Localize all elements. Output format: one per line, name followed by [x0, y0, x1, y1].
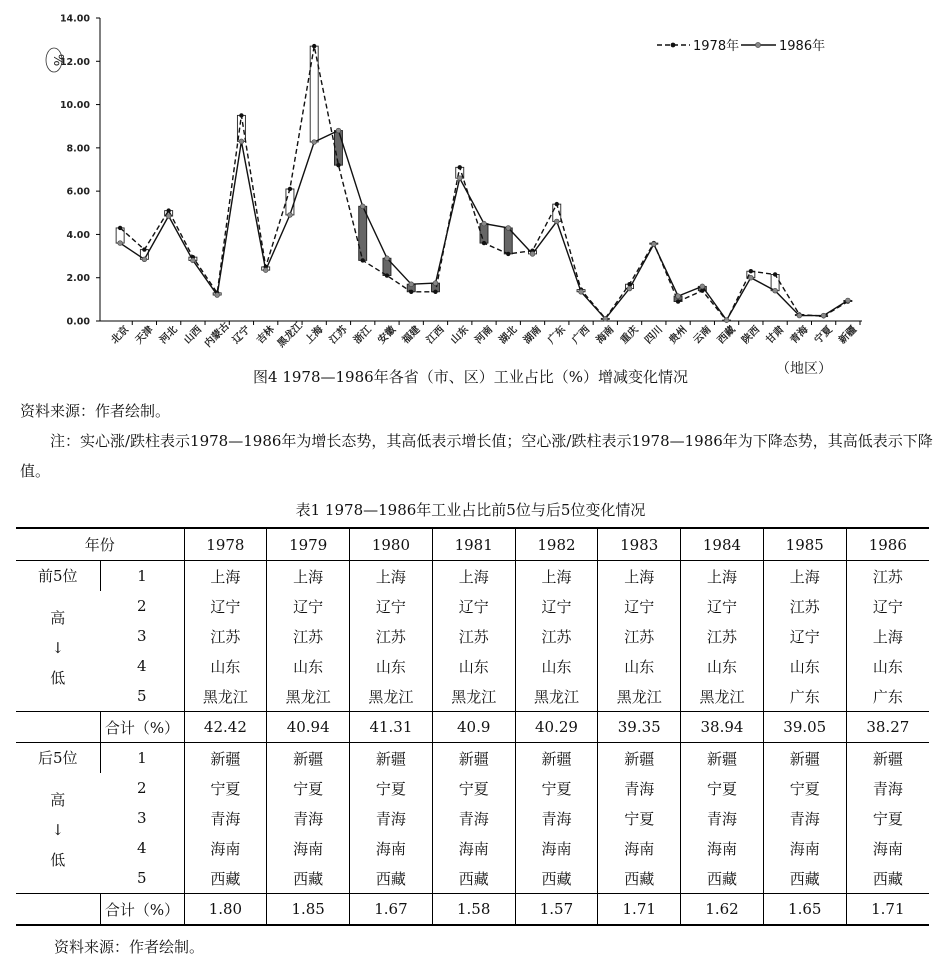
province-cell: 青海 [184, 803, 267, 833]
province-cell: 新疆 [515, 743, 598, 774]
sum-cell: 1.85 [267, 894, 350, 926]
group-label-bottom [16, 743, 100, 894]
province-cell: 黑龙江 [515, 681, 598, 712]
province-cell: 西藏 [763, 863, 846, 894]
x-tick-label: 河南 [473, 324, 496, 347]
point-1986 [724, 318, 729, 323]
province-cell: 辽宁 [184, 591, 267, 621]
point-1986 [700, 284, 705, 289]
province-cell: 上海 [267, 561, 350, 592]
table-row [16, 681, 929, 712]
x-tick-label: 江苏 [327, 324, 350, 347]
province-cell: 宁夏 [846, 803, 929, 833]
point-1986 [433, 281, 438, 286]
province-cell: 新疆 [267, 743, 350, 774]
province-cell: 广东 [846, 681, 929, 712]
point-1986 [797, 313, 802, 318]
sum-row [16, 712, 929, 743]
province-cell: 江苏 [763, 591, 846, 621]
y-tick-label: 10.00 [59, 100, 90, 112]
province-cell: 新疆 [432, 743, 515, 774]
province-cell: 西藏 [515, 863, 598, 894]
table-row [16, 621, 929, 651]
x-tick-label: 陕西 [740, 324, 763, 347]
figure-note: 注：实心涨/跌柱表示1978—1986年为增长态势，其高低表示增长值；空心涨/跌柱表示1978—1986年为下降态势，其高低表示下降值。 [20, 432, 933, 480]
province-cell: 山东 [350, 651, 433, 681]
table-row [16, 863, 929, 894]
province-cell: 辽宁 [598, 591, 681, 621]
sum-cell: 40.29 [515, 712, 598, 743]
legend-marker-1986 [755, 42, 760, 47]
province-cell: 辽宁 [432, 591, 515, 621]
sum-cell: 1.58 [432, 894, 515, 926]
point-1978 [312, 44, 316, 48]
group-arrow: ↓ [51, 821, 65, 839]
change-bar [286, 189, 294, 215]
province-cell: 海南 [432, 833, 515, 863]
province-cell: 青海 [846, 773, 929, 803]
province-cell: 山东 [681, 651, 764, 681]
province-cell: 江苏 [598, 621, 681, 651]
point-1986 [482, 221, 487, 226]
province-cell: 新疆 [763, 743, 846, 774]
year-cell: 1980 [350, 528, 433, 561]
point-1978 [336, 163, 340, 167]
province-cell: 辽宁 [350, 591, 433, 621]
x-tick-label: 四川 [643, 324, 665, 347]
province-cell: 山东 [846, 651, 929, 681]
change-bar [334, 131, 342, 166]
point-1986 [845, 298, 850, 303]
legend-marker-1978 [671, 43, 676, 48]
table-row [16, 833, 929, 863]
x-tick-label: 福建 [400, 324, 423, 347]
point-1986 [166, 214, 171, 219]
point-1986 [409, 282, 414, 287]
rank-cell: 4 [136, 657, 147, 675]
province-cell: 辽宁 [681, 591, 764, 621]
y-tick-label: 14.00 [59, 13, 90, 25]
point-1986 [748, 275, 753, 280]
point-1978 [409, 290, 413, 294]
sum-label: 合计（%） [100, 894, 184, 926]
province-cell: 上海 [184, 561, 267, 592]
point-1986 [239, 139, 244, 144]
province-cell: 辽宁 [763, 621, 846, 651]
sum-cell: 39.35 [598, 712, 681, 743]
province-cell: 西藏 [598, 863, 681, 894]
rank-cell: 2 [136, 779, 147, 797]
region-axis-label: （地区） [776, 361, 832, 377]
province-cell: 山东 [515, 651, 598, 681]
rank-cell: 3 [136, 809, 147, 827]
point-1978 [385, 273, 389, 277]
point-1986 [530, 252, 535, 257]
group-low: 低 [50, 669, 66, 687]
province-cell: 新疆 [846, 743, 929, 774]
x-tick-label: 广西 [570, 324, 593, 347]
x-tick-label: 浙江 [351, 324, 374, 347]
point-1986 [263, 268, 268, 273]
province-cell: 山东 [598, 651, 681, 681]
province-cell: 青海 [681, 803, 764, 833]
province-cell: 山东 [267, 651, 350, 681]
point-1986 [360, 204, 365, 209]
group-high: 高 [50, 609, 66, 627]
province-cell: 山东 [184, 651, 267, 681]
province-cell: 江苏 [184, 621, 267, 651]
sum-row [16, 894, 929, 926]
province-cell: 西藏 [267, 863, 350, 894]
y-tick-label: 12.00 [59, 56, 90, 68]
x-tick-label: 上海 [303, 324, 326, 347]
point-1986 [385, 256, 390, 261]
year-cell: 1978 [184, 528, 267, 561]
province-cell: 海南 [681, 833, 764, 863]
rank-cell: 5 [136, 869, 147, 887]
province-cell: 辽宁 [846, 591, 929, 621]
province-cell: 西藏 [184, 863, 267, 894]
point-1986 [336, 128, 341, 133]
point-1978 [749, 269, 753, 273]
point-1978 [433, 290, 437, 294]
legend-label-1978: 1978年 [693, 39, 740, 54]
sum-cell: 1.62 [681, 894, 764, 926]
y-axis-label: % [50, 53, 65, 67]
table-row [16, 773, 929, 803]
table-source: 资料来源：作者绘制。 [54, 938, 205, 956]
point-1978 [627, 282, 631, 286]
province-cell: 江苏 [681, 621, 764, 651]
point-1986 [191, 258, 196, 263]
sum-cell: 42.42 [184, 712, 267, 743]
table-title: 表1 1978—1986年工业占比前5位与后5位变化情况 [295, 501, 646, 519]
province-cell: 西藏 [350, 863, 433, 894]
table-row [16, 651, 929, 681]
point-1986 [603, 316, 608, 321]
province-cell: 宁夏 [681, 773, 764, 803]
x-tick-label: 湖北 [497, 324, 520, 347]
point-1978 [288, 187, 292, 191]
province-cell: 西藏 [846, 863, 929, 894]
province-cell: 江苏 [432, 621, 515, 651]
sum-cell: 1.80 [184, 894, 267, 926]
group-title: 前5位 [37, 567, 78, 585]
table-row [16, 743, 929, 774]
sum-cell: 1.67 [350, 894, 433, 926]
rank-cell: 3 [136, 627, 147, 645]
province-cell: 宁夏 [267, 773, 350, 803]
rank-cell: 1 [100, 743, 184, 774]
x-tick-label: 江西 [424, 324, 447, 347]
group-title: 后5位 [37, 749, 78, 767]
point-1986 [773, 288, 778, 293]
x-tick-label: 吉林 [254, 324, 277, 347]
province-cell: 海南 [515, 833, 598, 863]
y-tick-label: 0.00 [66, 316, 90, 328]
point-1978 [166, 208, 170, 212]
province-cell: 西藏 [681, 863, 764, 894]
figure-source: 资料来源：作者绘制。 [20, 402, 171, 420]
sum-cell: 1.71 [846, 894, 929, 926]
province-cell: 黑龙江 [184, 681, 267, 712]
province-cell: 海南 [350, 833, 433, 863]
x-tick-label: 安徽 [376, 324, 399, 347]
point-1986 [821, 313, 826, 318]
x-tick-label: 天津 [133, 324, 156, 347]
x-tick-label: 新疆 [837, 324, 860, 347]
province-cell: 宁夏 [184, 773, 267, 803]
x-tick-label: 贵州 [667, 324, 690, 347]
point-1978 [482, 241, 486, 245]
point-1978 [118, 226, 122, 230]
y-tick-label: 6.00 [66, 186, 90, 198]
province-cell: 江苏 [267, 621, 350, 651]
group-low: 低 [50, 851, 66, 869]
province-cell: 上海 [515, 561, 598, 592]
x-tick-label: 北京 [109, 324, 132, 347]
sum-cell: 1.65 [763, 894, 846, 926]
year-cell: 1983 [598, 528, 681, 561]
sum-cell: 40.9 [432, 712, 515, 743]
point-1978 [700, 289, 704, 293]
province-cell: 新疆 [598, 743, 681, 774]
table-row [16, 561, 929, 592]
province-cell: 黑龙江 [432, 681, 515, 712]
point-1978 [361, 258, 365, 262]
province-cell: 海南 [184, 833, 267, 863]
province-cell: 宁夏 [515, 773, 598, 803]
province-cell: 青海 [515, 803, 598, 833]
province-cell: 上海 [432, 561, 515, 592]
point-1978 [506, 252, 510, 256]
province-cell: 宁夏 [350, 773, 433, 803]
sum-label: 合计（%） [100, 712, 184, 743]
sum-cell: 38.94 [681, 712, 764, 743]
table-row [16, 591, 929, 621]
point-1978 [555, 202, 559, 206]
figure-caption: 图4 1978—1986年各省（市、区）工业占比（%）增减变化情况 [253, 368, 688, 386]
province-cell: 海南 [763, 833, 846, 863]
x-tick-label: 宁夏 [812, 324, 835, 347]
x-tick-label: 重庆 [618, 324, 641, 347]
year-header: 年份 [16, 528, 184, 561]
point-1986 [627, 286, 632, 291]
point-1978 [142, 247, 146, 251]
y-tick-label: 8.00 [66, 143, 90, 155]
sum-cell: 39.05 [763, 712, 846, 743]
x-tick-label: 湖南 [521, 324, 544, 347]
rank-cell: 4 [136, 839, 147, 857]
rank-table [16, 527, 929, 926]
year-cell: 1985 [763, 528, 846, 561]
province-cell: 上海 [681, 561, 764, 592]
point-1978 [676, 299, 680, 303]
x-tick-label: 河北 [157, 324, 180, 347]
point-1986 [312, 140, 317, 145]
point-1986 [676, 294, 681, 299]
province-cell: 上海 [350, 561, 433, 592]
province-cell: 宁夏 [763, 773, 846, 803]
province-cell: 西藏 [432, 863, 515, 894]
province-cell: 江苏 [350, 621, 433, 651]
province-cell: 辽宁 [267, 591, 350, 621]
province-cell: 辽宁 [515, 591, 598, 621]
province-cell: 宁夏 [598, 803, 681, 833]
province-cell: 海南 [267, 833, 350, 863]
year-cell: 1984 [681, 528, 764, 561]
sum-cell: 38.27 [846, 712, 929, 743]
year-cell: 1981 [432, 528, 515, 561]
x-tick-label: 西藏 [715, 324, 738, 347]
province-cell: 上海 [763, 561, 846, 592]
province-cell: 黑龙江 [267, 681, 350, 712]
x-tick-label: 广东 [546, 324, 568, 347]
rank-cell: 1 [100, 561, 184, 592]
change-bar [480, 224, 488, 243]
legend-label-1986: 1986年 [779, 39, 826, 54]
table-header-row [16, 528, 929, 561]
sum-cell: 40.94 [267, 712, 350, 743]
x-tick-label: 辽宁 [230, 324, 253, 347]
province-cell: 上海 [598, 561, 681, 592]
y-tick-label: 2.00 [66, 273, 90, 285]
province-cell: 上海 [846, 621, 929, 651]
province-cell: 海南 [598, 833, 681, 863]
series-line-1978 [120, 46, 848, 321]
point-1986 [651, 242, 656, 247]
group-arrow: ↓ [51, 639, 65, 657]
point-1986 [554, 219, 559, 224]
group-label-top [16, 561, 100, 712]
province-cell: 青海 [350, 803, 433, 833]
province-industry-share-chart [0, 0, 941, 362]
sum-cell: 1.71 [598, 894, 681, 926]
point-1986 [506, 226, 511, 231]
x-tick-label: 黑龙江 [275, 320, 305, 350]
sum-cell: 41.31 [350, 712, 433, 743]
point-1986 [579, 289, 584, 294]
point-1986 [288, 213, 293, 218]
x-tick-label: 云南 [691, 324, 714, 347]
province-cell: 黑龙江 [350, 681, 433, 712]
point-1986 [118, 241, 123, 246]
rank-cell: 5 [136, 687, 147, 705]
province-cell: 青海 [432, 803, 515, 833]
year-cell: 1982 [515, 528, 598, 561]
province-cell: 黑龙江 [681, 681, 764, 712]
x-tick-label: 山东 [449, 324, 471, 347]
point-1978 [773, 272, 777, 276]
province-cell: 青海 [763, 803, 846, 833]
province-cell: 新疆 [350, 743, 433, 774]
point-1986 [215, 293, 220, 298]
point-1986 [457, 176, 462, 181]
province-cell: 江苏 [515, 621, 598, 651]
province-cell: 山东 [763, 651, 846, 681]
province-cell: 新疆 [681, 743, 764, 774]
x-tick-label: 内蒙古 [202, 320, 232, 350]
x-tick-label: 甘肃 [764, 324, 787, 347]
point-1978 [239, 113, 243, 117]
province-cell: 黑龙江 [598, 681, 681, 712]
sum-cell: 1.57 [515, 894, 598, 926]
province-cell: 广东 [763, 681, 846, 712]
province-cell: 青海 [267, 803, 350, 833]
rank-cell: 2 [136, 597, 147, 615]
province-cell: 海南 [846, 833, 929, 863]
point-1978 [458, 165, 462, 169]
x-tick-label: 青海 [788, 324, 811, 347]
year-cell: 1986 [846, 528, 929, 561]
province-cell: 青海 [598, 773, 681, 803]
province-cell: 新疆 [184, 743, 267, 774]
x-tick-label: 海南 [594, 324, 617, 347]
y-tick-label: 4.00 [66, 229, 90, 241]
x-tick-label: 山西 [182, 324, 205, 347]
year-cell: 1979 [267, 528, 350, 561]
group-high: 高 [50, 791, 66, 809]
province-cell: 宁夏 [432, 773, 515, 803]
province-cell: 江苏 [846, 561, 929, 592]
point-1986 [142, 257, 147, 262]
change-bar [359, 206, 367, 260]
province-cell: 山东 [432, 651, 515, 681]
table-row [16, 803, 929, 833]
